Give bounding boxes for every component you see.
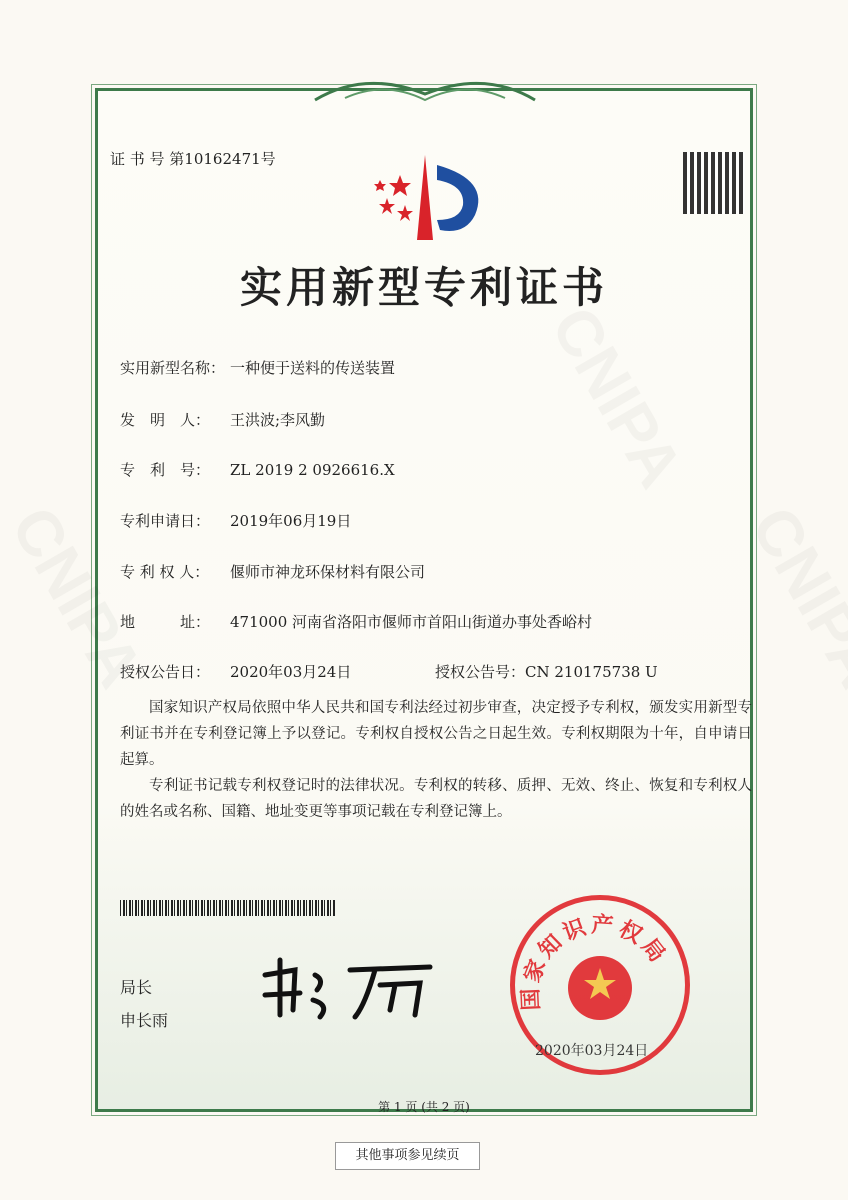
ornament-top <box>305 70 545 106</box>
field-name: 实用新型名称： 一种便于送料的传送装置 <box>120 359 396 377</box>
field-address: 地 址： 471000 河南省洛阳市偃师市首阳山街道办事处香峪村 <box>120 613 593 631</box>
seal-date: 2020年03月24日 <box>535 1043 649 1059</box>
field-filing-date: 专利申请日： 2019年06月19日 <box>120 512 352 530</box>
signatory-name: 申长雨 <box>120 1011 169 1030</box>
paragraph: 专利证书记载专利权登记时的法律状况。专利权的转移、质押、无效、终止、恢复和专利权人的姓名或名称、国籍、地址变更等事项记载在专利登记簿上。 <box>120 778 752 820</box>
page-indicator: 第 1 页 (共 2 页) <box>378 1100 470 1114</box>
certificate-number: 证 书 号 第10162471号 <box>110 150 276 168</box>
page-title: 实用新型专利证书 <box>239 263 608 312</box>
field-inventor: 发 明 人： 王洪波;李风勤 <box>120 411 326 429</box>
watermark <box>737 494 848 699</box>
official-seal <box>510 895 690 1075</box>
qr-code <box>683 152 745 214</box>
signatory-title: 局长 <box>120 978 153 997</box>
footer-note: 其他事项参见续页 <box>335 1142 480 1170</box>
barcode <box>120 900 335 916</box>
field-grant-date: 授权公告日： 2020年03月24日 <box>120 663 352 681</box>
field-announcement-number: 授权公告号：CN 210175738 U <box>435 663 658 681</box>
svg-text:国家知识产权局: 国家知识产权局 <box>517 911 673 1012</box>
field-patentee: 专 利 权 人： 偃师市神龙环保材料有限公司 <box>120 563 426 581</box>
paragraph: 国家知识产权局依照中华人民共和国专利法经过初步审查，决定授予专利权，颁发实用新型专利证书并在专利登记簿上予以登记。专利权自授权公告之日起生效。专利权期限为十年，自申请日起算。 <box>120 700 752 768</box>
cnipa-logo <box>365 150 490 245</box>
signature <box>255 955 440 1025</box>
field-patent-number: 专 利 号： ZL 2019 2 0926616.X <box>120 461 395 479</box>
